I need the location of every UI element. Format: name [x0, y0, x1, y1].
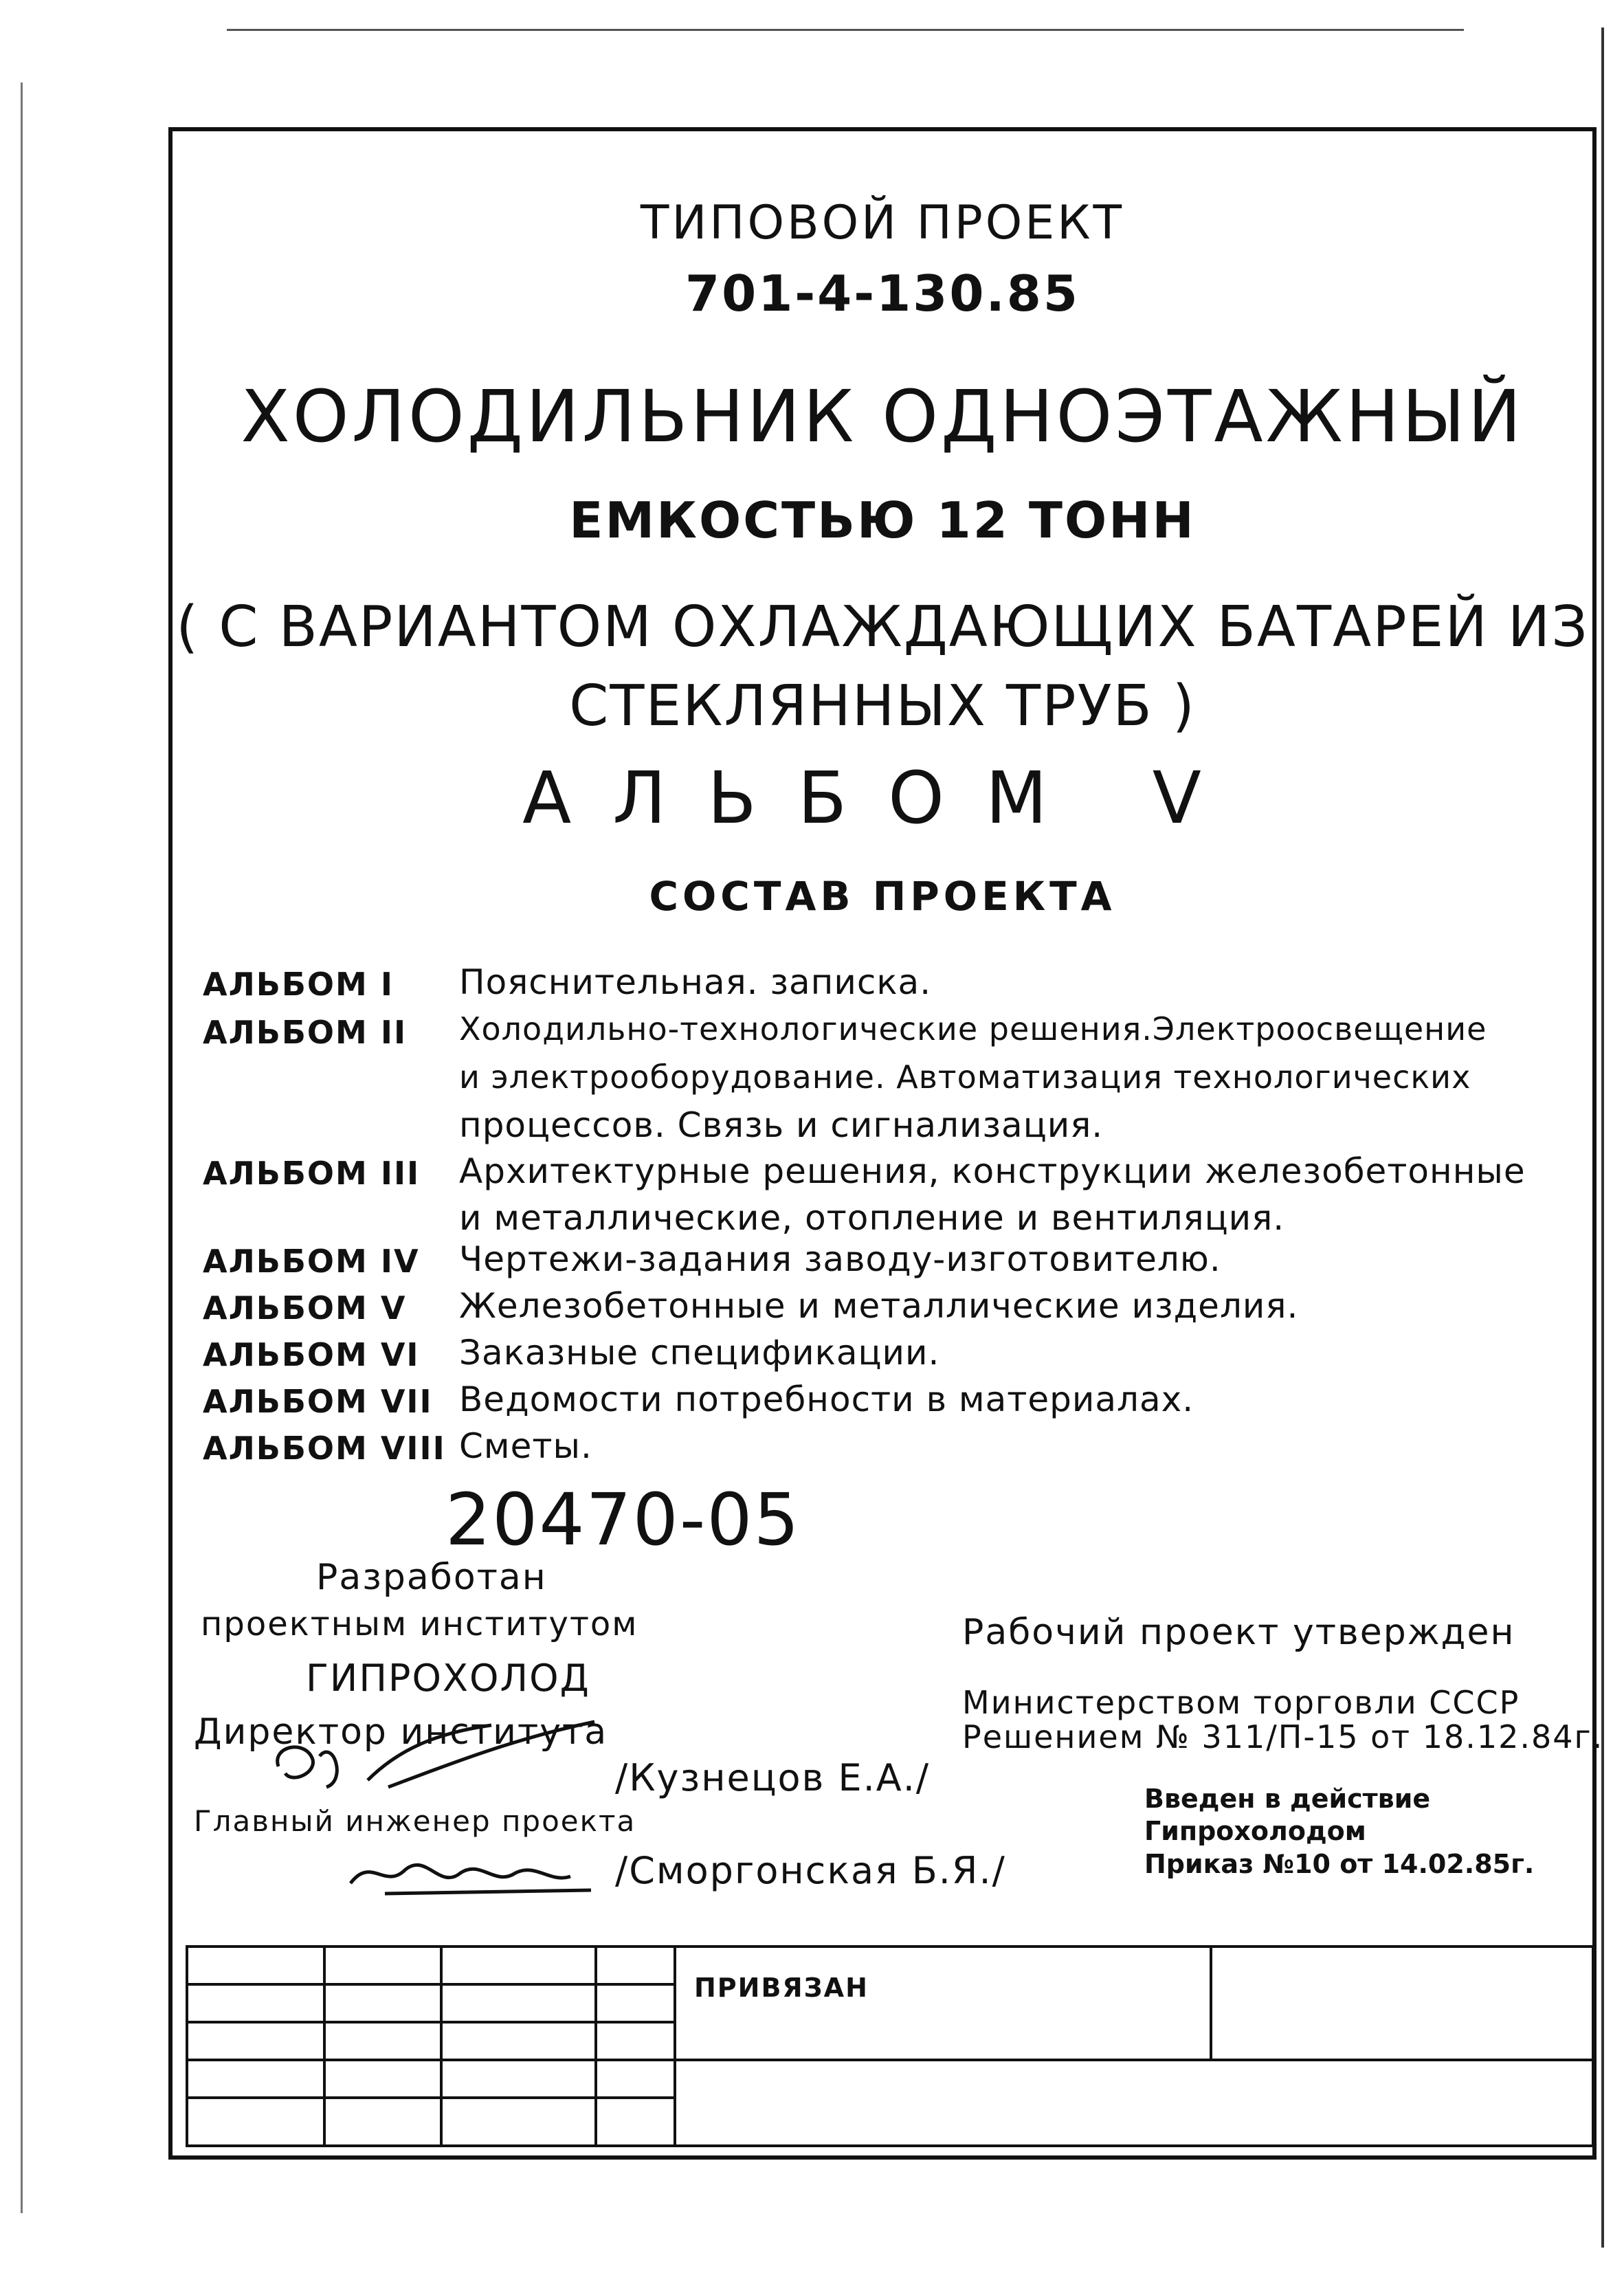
grid-line: [674, 2059, 1594, 2061]
grid-line: [440, 1945, 443, 2144]
album-title: АЛЬБОМ V: [522, 756, 1243, 840]
album-label: АЛЬБОМ VI: [203, 1336, 420, 1373]
album-desc: Железобетонные и металлические изделия.: [459, 1286, 1299, 1326]
scan-edge-right: [1601, 27, 1604, 2248]
enacted-line2: Гипрохолодом: [1144, 1816, 1366, 1846]
grid-line: [186, 2144, 1594, 2147]
title-variant-line1: ( С ВАРИАНТОМ ОХЛАЖДАЮЩИХ БАТАРЕЙ ИЗ: [176, 595, 1589, 660]
album-label: АЛЬБОМ IV: [203, 1243, 420, 1280]
grid-line: [186, 2059, 674, 2061]
enacted-line3: Приказ №10 от 14.02.85г.: [1144, 1849, 1535, 1879]
grid-line: [186, 1983, 674, 1986]
developer-line2: проектным институтом: [201, 1605, 638, 1643]
inventory-code: 20470-05: [445, 1478, 801, 1562]
header-line1: ТИПОВОЙ ПРОЕКТ: [640, 196, 1125, 250]
album-label: АЛЬБОМ I: [203, 966, 394, 1003]
approval-line2: Министерством торговли СССР: [962, 1684, 1520, 1721]
album-label: АЛЬБОМ VII: [203, 1383, 433, 1420]
album-desc: и электрооборудование. Автоматизация технологических: [459, 1058, 1471, 1096]
album-desc: Пояснительная. записка.: [459, 962, 932, 1002]
chief-signature-icon: [344, 1842, 605, 1904]
director-signature-icon: [265, 1718, 622, 1801]
grid-line: [1210, 1945, 1212, 2059]
grid-line: [1592, 1945, 1594, 2147]
director-title: Директор института: [194, 1711, 608, 1753]
album-desc: Сметы.: [459, 1426, 592, 1466]
title-capacity: ЕМКОСТЬЮ 12 ТОНН: [569, 491, 1196, 549]
project-number: 701-4-130.85: [685, 265, 1080, 322]
album-label: АЛЬБОМ III: [203, 1155, 421, 1192]
grid-line: [186, 1945, 1594, 1948]
chief-engineer-name: /Сморгонская Б.Я./: [615, 1849, 1006, 1892]
album-desc: и металлические, отопление и вентиляция.: [459, 1198, 1285, 1238]
album-label: АЛЬБОМ VIII: [203, 1430, 446, 1467]
album-label: АЛЬБОМ V: [203, 1289, 407, 1327]
album-label: АЛЬБОМ II: [203, 1014, 408, 1051]
grid-line: [323, 1945, 326, 2144]
stamp-label: ПРИВЯЗАН: [694, 1973, 869, 2003]
developer-institute: ГИПРОХОЛОД: [306, 1656, 590, 1700]
album-desc: Заказные спецификации.: [459, 1333, 940, 1373]
chief-engineer-title: Главный инженер проекта: [194, 1804, 636, 1838]
approval-line1: Рабочий проект утвержден: [962, 1612, 1515, 1653]
composition-heading: СОСТАВ ПРОЕКТА: [649, 873, 1116, 920]
album-desc: Чертежи-задания заводу-изготовителю.: [459, 1239, 1221, 1279]
grid-line: [674, 1945, 676, 2144]
grid-line: [594, 1945, 597, 2144]
album-desc: процессов. Связь и сигнализация.: [459, 1105, 1104, 1145]
grid-line: [186, 2096, 674, 2099]
director-name: /Кузнецов Е.А./: [615, 1756, 931, 1799]
scan-edge-top: [227, 29, 1464, 31]
title-main: ХОЛОДИЛЬНИК ОДНОЭТАЖНЫЙ: [241, 375, 1524, 458]
title-variant-line2: СТЕКЛЯННЫХ ТРУБ ): [569, 674, 1196, 739]
grid-line: [186, 2021, 674, 2023]
developer-line1: Разработан: [316, 1557, 547, 1598]
album-desc: Ведомости потребности в материалах.: [459, 1379, 1194, 1419]
grid-line: [186, 1945, 188, 2147]
scan-edge-left: [21, 82, 23, 2213]
album-desc: Холодильно-технологические решения.Электроосвещение: [459, 1010, 1487, 1047]
approval-line3: Решением № 311/П-15 от 18.12.84г.: [962, 1718, 1604, 1755]
album-desc: Архитектурные решения, конструкции железобетонные: [459, 1151, 1526, 1191]
enacted-line1: Введен в действие: [1144, 1784, 1431, 1814]
